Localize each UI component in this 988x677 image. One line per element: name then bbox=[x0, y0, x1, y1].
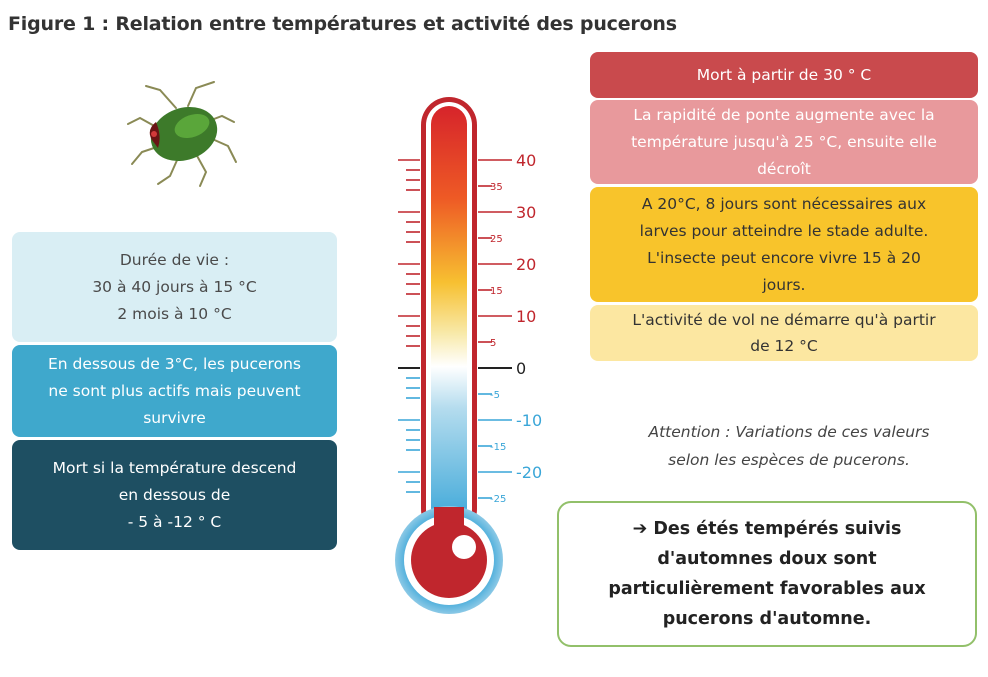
thermometer-tube bbox=[431, 106, 467, 526]
scale-label-35: 35 bbox=[490, 182, 503, 193]
scale-label-0: 0 bbox=[516, 359, 527, 378]
scale-label-minus-25: -25 bbox=[490, 494, 507, 505]
scale-label-10: 10 bbox=[516, 307, 537, 326]
conclusion-text: Des étés tempérés suivis d'automnes doux sont particulièrement favorables aux pucerons d'automne. bbox=[608, 519, 926, 629]
scale-label-20: 20 bbox=[516, 255, 537, 274]
figure-title: Figure 1 : Relation entre températures et activité des pucerons bbox=[8, 13, 677, 35]
conclusion-content bbox=[608, 514, 925, 634]
flight-activity-box bbox=[590, 305, 978, 361]
scale-label-30: 30 bbox=[516, 203, 537, 222]
scale-label-5: 5 bbox=[490, 338, 497, 349]
scale-label-minus-15: -15 bbox=[490, 442, 507, 453]
thermometer bbox=[380, 92, 580, 622]
scale-label-40: 40 bbox=[516, 151, 537, 170]
development-20c-box bbox=[590, 187, 978, 302]
aphid-leg bbox=[196, 154, 206, 186]
aphid-antenna bbox=[146, 86, 176, 108]
scale-label-minus-20: -20 bbox=[516, 463, 543, 482]
left-ticks bbox=[398, 160, 420, 492]
death-heat-text: Mort à partir de 30 ° C bbox=[696, 65, 872, 84]
death-cold-text: Mort si la température descend en dessous de - 5 à -12 ° C bbox=[52, 458, 297, 531]
conclusion-box bbox=[557, 501, 977, 647]
aphid-antenna bbox=[188, 82, 214, 106]
lifespan-text: Durée de vie : 30 à 40 jours à 15 °C 2 mois à 10 °C bbox=[92, 250, 257, 323]
scale-label-minus-10: -10 bbox=[516, 411, 543, 430]
attention-note: Attention : Variations de ces valeurs selon les espèces de pucerons. bbox=[648, 423, 930, 469]
laying-rate-box bbox=[590, 100, 978, 184]
aphid-eye bbox=[151, 131, 157, 137]
development-20c-text: A 20°C, 8 jours sont nécessaires aux larves pour atteindre le stade adulte. L'insecte peut encore vivre 15 à 20 jours. bbox=[639, 194, 929, 294]
laying-rate-text: La rapidité de ponte augmente avec la température jusqu'à 25 °C, ensuite elle décroît bbox=[631, 105, 937, 178]
thermometer-bulb-liquid bbox=[411, 522, 487, 598]
arrow-icon: ➔ bbox=[632, 519, 648, 539]
below-3c-text: En dessous de 3°C, les pucerons ne sont plus actifs mais peuvent survivre bbox=[48, 354, 301, 427]
death-heat-box bbox=[590, 52, 978, 98]
thermometer-bulb-shine bbox=[452, 535, 476, 559]
scale-label-25: 25 bbox=[490, 234, 503, 245]
death-cold-box bbox=[12, 440, 337, 550]
scale-label-minus-5: -5 bbox=[490, 390, 500, 401]
aphid-leg bbox=[210, 138, 236, 162]
aphid-leg bbox=[158, 158, 178, 184]
flight-activity-text: L'activité de vol ne démarre qu'à partir de 12 °C bbox=[632, 311, 936, 355]
aphid-illustration bbox=[118, 80, 248, 190]
below-3c-box bbox=[12, 345, 337, 437]
lifespan-box bbox=[12, 232, 337, 342]
scale-label-15: 15 bbox=[490, 286, 503, 297]
